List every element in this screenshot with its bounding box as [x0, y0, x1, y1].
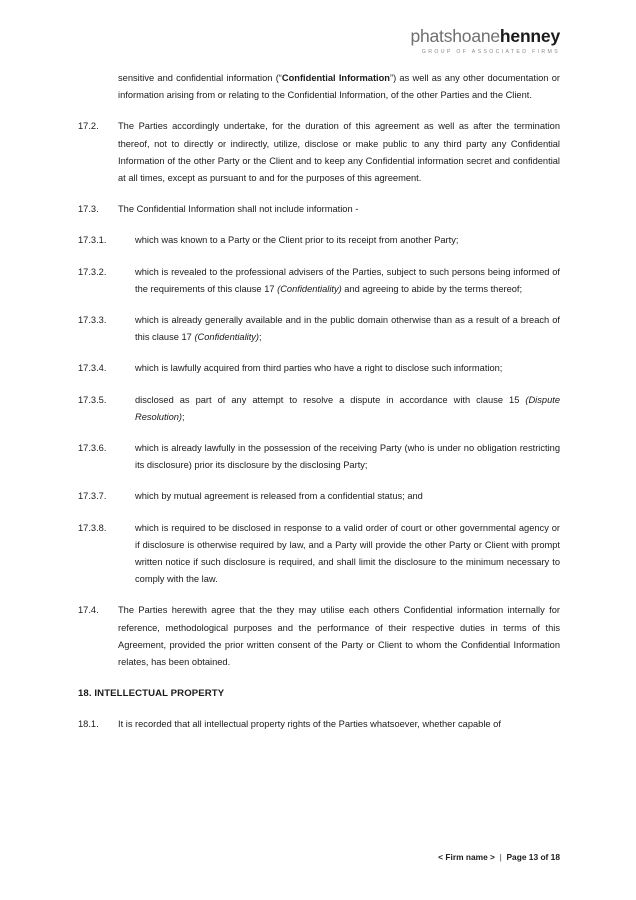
- clause-text: [135, 312, 560, 346]
- cross-reference-confidentiality: (Confidentiality): [277, 283, 342, 294]
- intro-text-after-bold: ”) as well as any other documentation or information arising from or relating to the Confidential Information, of the other Parties and the Client.: [118, 73, 560, 101]
- footer-page-number: Page 13 of 18: [506, 852, 560, 862]
- brand-name-bold: henney: [499, 26, 560, 46]
- clause-text: The Confidential Information shall not include information -: [118, 204, 359, 215]
- section-heading-intellectual-property: 18. INTELLECTUAL PROPERTY: [78, 688, 225, 700]
- footer-separator-pipe: |: [499, 852, 502, 862]
- clause-number: 17.3.4.: [78, 363, 107, 374]
- clause-number: 17.3.1.: [78, 235, 107, 246]
- clause-number: 17.3.6.: [78, 443, 107, 454]
- clause-text: which is already lawfully in the possession of the receiving Party (who is under no obligation restricting its disclosure) prior its disclosure by the disclosing Party;: [135, 443, 560, 471]
- clause-17-3-4: [78, 360, 560, 377]
- clause-number: 17.3.5.: [78, 394, 107, 405]
- clause-17-3-5: [78, 392, 560, 426]
- clause-text: [135, 264, 560, 298]
- clause-17-4: [78, 602, 560, 671]
- clause-text-after-italic: ;: [259, 332, 262, 343]
- clause-text-after-italic: and agreeing to abide by the terms thereof;: [341, 283, 523, 294]
- clause-number: 17.3.8.: [78, 522, 107, 533]
- clause-17-3: [78, 201, 560, 218]
- paragraph-intro-continuation: [118, 70, 560, 104]
- clause-text: It is recorded that all intellectual property rights of the Parties whatsoever, whether capable of: [118, 719, 501, 730]
- clause-18-1: [78, 716, 560, 733]
- clause-number: 17.3.3.: [78, 315, 107, 326]
- clause-number: 17.3.2.: [78, 266, 107, 277]
- clause-text: which is lawfully acquired from third parties who have a right to disclose such information;: [135, 363, 503, 374]
- brand-name-light: phatshoane: [410, 26, 500, 46]
- clause-text: The Parties herewith agree that the they may utilise each others Confidential information internally for reference, methodological purposes and the performance of their respective duties in terms of this Agreement, provided the prior written consent of the Party or Client to whom the Confidential Information relates, has been obtained.: [118, 605, 560, 668]
- cross-reference-confidentiality: (Confidentiality): [194, 332, 260, 343]
- clause-number: 17.2.: [78, 121, 99, 132]
- clause-text: [135, 392, 560, 426]
- brand-wordmark: [410, 28, 560, 46]
- brand-tagline: GROUP OF ASSOCIATED FIRMS: [421, 48, 560, 55]
- clause-number: 18.1.: [78, 719, 99, 730]
- clause-text-after-italic: ;: [182, 411, 185, 422]
- clause-text-before-italic: disclosed as part of any attempt to resolve a dispute in accordance with clause 15: [135, 394, 526, 405]
- letterhead-logo: [410, 28, 560, 55]
- clause-text: which was known to a Party or the Client prior to its receipt from another Party;: [135, 235, 459, 246]
- clause-17-3-7: [78, 488, 560, 505]
- cross-reference-dispute-resolution: (Dispute Resolution): [135, 394, 560, 422]
- clause-17-3-3: [78, 312, 560, 346]
- clause-number: 17.3.7.: [78, 491, 107, 502]
- clause-17-3-6: [78, 440, 560, 474]
- clause-text: which by mutual agreement is released from a confidential status; and: [135, 491, 423, 502]
- clause-17-3-1: [78, 232, 560, 249]
- clause-17-3-2: [78, 264, 560, 298]
- clause-17-2: [78, 118, 560, 187]
- clause-number: 17.4.: [78, 605, 99, 616]
- defined-term-confidential-information: Confidential Information: [281, 73, 390, 83]
- clause-17-3-8: [78, 520, 560, 589]
- page-footer: [438, 852, 560, 862]
- clause-text-before-italic: which is already generally available and in the public domain otherwise than as a result of a breach of this clause 17: [135, 315, 560, 343]
- clause-number: 17.3.: [78, 204, 99, 215]
- document-body: [78, 70, 560, 748]
- clause-text: which is required to be disclosed in response to a valid order of court or other governmental agency or if disclosure is otherwise required by law, and a Party will provide the other Party or Client with prompt written notice if such disclosure is required, and shall limit the disclosure to the minimum necessary to comply with the law.: [135, 522, 560, 585]
- clause-text-before-italic: which is revealed to the professional advisers of the Parties, subject to such persons being informed of the requirements of this clause 17: [135, 266, 560, 294]
- footer-firm-name: < Firm name >: [438, 852, 495, 862]
- intro-text-before-bold: sensitive and confidential information (“: [118, 73, 282, 83]
- clause-text: The Parties accordingly undertake, for the duration of this agreement as well as after the termination thereof, not to directly or indirectly, utilize, disclose or make public to any third party any Confidential Information of the other Party or the Client and to keep any Confidential information secret and confidential at all times, except as pursuant to and for the purposes of this agreement.: [118, 121, 560, 184]
